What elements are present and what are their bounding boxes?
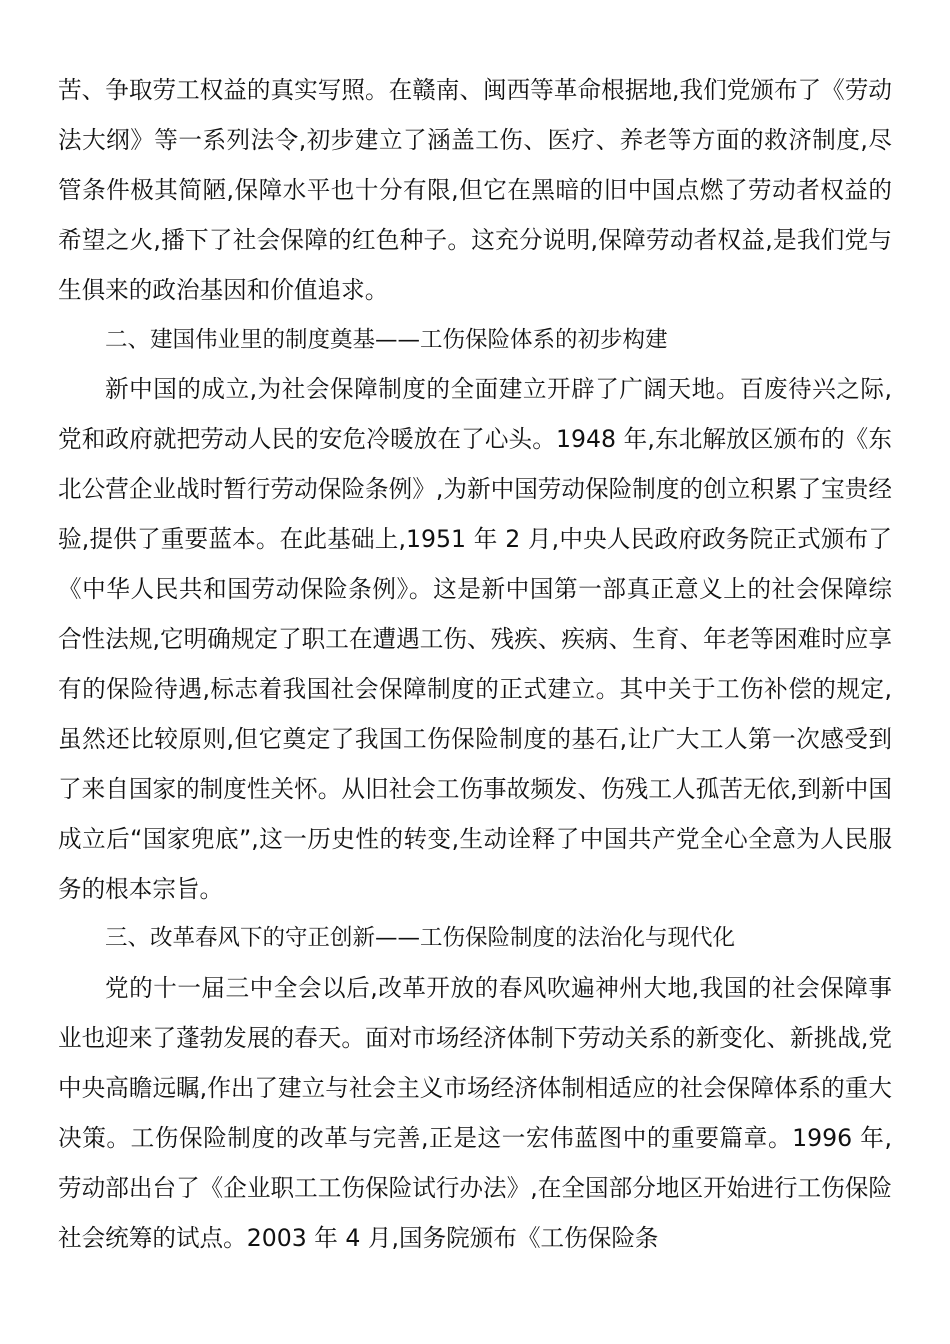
- paragraph-founding: 新中国的成立,为社会保障制度的全面建立开辟了广阔天地。百废待兴之际,党和政府就把劳动人民的安危冷暖放在了心头。1948 年,东北解放区颁布的《东北公营企业战时暂行劳动保险条例》,为新中国劳动保险制度的创立积累了宝贵经验,提供了重要蓝本。在此基础上,1951 年 2 月,中央人民政府政务院正式颁布了《中华人民共和国劳动保险条例》。这是新中国第一部真正意义上的社会保障综合性法规,它明确规定了职工在遭遇工伤、残疾、疾病、生育、年老等困难时应享有的保险待遇,标志着我国社会保障制度的正式建立。其中关于工伤补偿的规定,虽然还比较原则,但它奠定了我国工伤保险制度的基石,让广大工人第一次感受到了来自国家的制度性关怀。从旧社会工伤事故频发、伤残工人孤苦无依,到新中国成立后“国家兜底”,这一历史性的转变,生动诠释了中国共产党全心全意为人民服务的根本宗旨。: [58, 375, 892, 903]
- section-heading-2: 二、建国伟业里的制度奠基——工伤保险体系的初步构建: [105, 326, 668, 353]
- section-heading-3: 三、改革春风下的守正创新——工伤保险制度的法治化与现代化: [105, 925, 736, 952]
- paragraph-reform: 党的十一届三中全会以后,改革开放的春风吹遍神州大地,我国的社会保障事业也迎来了蓬勃发展的春天。面对市场经济体制下劳动关系的新变化、新挑战,党中央高瞻远瞩,作出了建立与社会主义市场经济体制相适应的社会保障体系的重大决策。工伤保险制度的改革与完善,正是这一宏伟蓝图中的重要篇章。1996 年,劳动部出台了《企业职工工伤保险试行办法》,在全国部分地区开始进行工伤保险社会统筹的试点。2003 年 4 月,国务院颁布《工伤保险条: [58, 974, 892, 1252]
- paragraph-continuation: 苦、争取劳工权益的真实写照。在赣南、闽西等革命根据地,我们党颁布了《劳动法大纲》等一系列法令,初步建立了涵盖工伤、医疗、养老等方面的救济制度,尽管条件极其简陋,保障水平也十分有限,但它在黑暗的旧中国点燃了劳动者权益的希望之火,播下了社会保障的红色种子。这充分说明,保障劳动者权益,是我们党与生俱来的政治基因和价值追求。: [58, 76, 892, 304]
- document-page: [58, 66, 892, 1264]
